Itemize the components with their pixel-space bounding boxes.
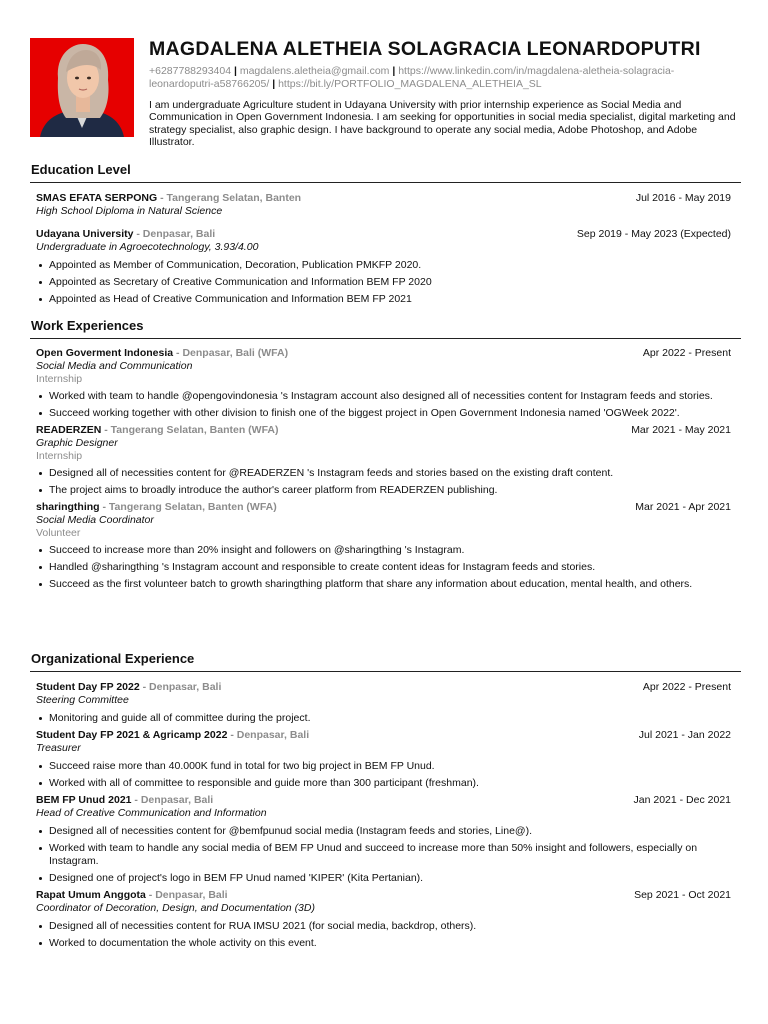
entry-date: Jul 2021 - Jan 2022	[638, 729, 731, 741]
list-item: The project aims to broadly introduce the author's career platform from READERZEN publishing.	[49, 484, 731, 497]
list-item: Succeed working together with other division to finish one of the biggest project in Open Government Indonesia named 'OGWeek 2022'.	[49, 407, 731, 420]
email-link[interactable]: magdalens.aletheia@gmail.com	[239, 65, 390, 77]
section-divider	[30, 338, 741, 339]
entry-location: - Denpasar, Bali	[145, 888, 228, 901]
entry-role: Steering Committee	[36, 694, 129, 706]
contact-separator: |	[392, 65, 396, 77]
entry-bullets	[36, 390, 731, 420]
entry-role: Social Media Coordinator	[36, 514, 154, 526]
entry-organization: sharingthing	[36, 501, 100, 513]
list-item: Appointed as Member of Communication, Decoration, Publication PMKFP 2020.	[49, 259, 731, 272]
entry-type: Internship	[36, 450, 83, 462]
entry-location: - Tangerang Selatan, Banten (WFA)	[99, 501, 277, 513]
candidate-name: MAGDALENA ALETHEIA SOLAGRACIA LEONARDOPUTRI	[149, 38, 701, 60]
entry-organization: READERZEN	[36, 424, 102, 436]
list-item: Handled @sharingthing 's Instagram account and responsible to create content ideas for Instagram feeds and stories.	[49, 561, 731, 574]
list-item: Designed all of necessities content for RUA IMSU 2021 (for social media, backdrop, others).	[49, 920, 731, 933]
contact-separator: |	[233, 65, 237, 77]
section-divider	[30, 182, 741, 183]
work-entry	[36, 424, 731, 497]
linkedin-link[interactable]: https://www.linkedin.com/in/magdalena-aletheia-solagracia-leonardoputri-a58766205/	[149, 65, 675, 90]
entry-location: - Tangerang Selatan, Banten (WFA)	[101, 424, 279, 436]
entry-location: - Denpasar, Bali	[227, 729, 310, 741]
entry-date: Sep 2019 - May 2023 (Expected)	[576, 228, 731, 240]
entry-organization: Rapat Umum Anggota	[36, 888, 146, 901]
entry-organization: Student Day FP 2022	[36, 681, 140, 693]
entry-organization: Student Day FP 2021 & Agricamp 2022	[36, 729, 228, 741]
organization-entry	[36, 681, 731, 725]
entry-organization: Open Goverment Indonesia	[36, 347, 174, 359]
entry-bullets	[36, 760, 731, 790]
entry-date: Mar 2021 - May 2021	[631, 424, 731, 436]
entry-bullets	[36, 825, 731, 884]
work-entry	[36, 347, 731, 420]
entry-role: Graphic Designer	[36, 437, 118, 449]
work-entry	[36, 501, 731, 591]
list-item: Succeed to increase more than 20% insight and followers on @sharingthing 's Instagram.	[49, 544, 731, 557]
profile-summary: I am undergraduate Agriculture student in Udayana University with prior internship experience as Social Media and Communication in Open Government Indonesia. I am seeking for opportunities in social media specialist, digital marketing and strategy specialist, also graphic design. I have background to operate any social media, Adobe Photoshop, and Adobe Illustrator.	[149, 99, 736, 148]
contact-separator: |	[272, 77, 276, 90]
list-item: Designed all of necessities content for @READERZEN 's Instagram feeds and stories based on the existing draft content.	[49, 467, 731, 480]
profile-photo	[30, 38, 134, 137]
organization-entry	[36, 889, 731, 950]
list-item: Succeed as the first volunteer batch to growth sharingthing platform that share any information about education, mental health, and others.	[49, 578, 731, 591]
entry-location: - Tangerang Selatan, Banten	[157, 192, 302, 204]
entry-bullets	[36, 544, 731, 591]
list-item: Succeed raise more than 40.000K fund in total for two big project in BEM FP Unud.	[49, 760, 731, 773]
entry-location: - Denpasar, Bali	[133, 228, 216, 240]
entry-date: Sep 2021 - Oct 2021	[634, 888, 731, 901]
education-entry	[36, 192, 731, 218]
section-title: Work Experiences	[31, 318, 144, 333]
phone-number[interactable]: +6287788293404	[149, 65, 232, 77]
list-item: Worked with team to handle any social media of BEM FP Unud and succeed to increase more than 50% insight and followers, especially on Instagram.	[49, 842, 731, 867]
entry-date: Apr 2022 - Present	[642, 681, 731, 693]
entry-location: - Denpasar, Bali (WFA)	[173, 347, 289, 359]
entry-date: Jan 2021 - Dec 2021	[633, 794, 731, 806]
entry-type: Volunteer	[36, 527, 81, 539]
entry-bullets	[36, 920, 731, 950]
list-item: Monitoring and guide all of committee during the project.	[49, 712, 731, 725]
entry-date: Jul 2016 - May 2019	[635, 192, 731, 204]
work-section	[30, 318, 741, 595]
list-item: Worked with team to handle @opengovindonesia 's Instagram account also designed all of necessities content for Instagram feeds and stories.	[49, 390, 731, 403]
education-entry	[36, 228, 731, 306]
entry-role: Social Media and Communication	[36, 360, 193, 372]
entry-organization: SMAS EFATA SERPONG	[36, 192, 158, 204]
entry-type: Internship	[36, 373, 83, 385]
entry-role: Treasurer	[36, 742, 81, 754]
entry-location: - Denpasar, Bali	[131, 794, 214, 806]
resume-header	[149, 38, 739, 148]
section-title: Education Level	[31, 162, 131, 177]
entry-role: Coordinator of Decoration, Design, and Documentation (3D)	[36, 901, 315, 914]
entry-role: High School Diploma in Natural Science	[36, 205, 223, 217]
organizational-section	[30, 651, 741, 954]
education-section	[30, 162, 741, 310]
list-item: Designed all of necessities content for @bemfpunud social media (Instagram feeds and stories, Line@).	[49, 825, 731, 838]
entry-role: Head of Creative Communication and Information	[36, 807, 267, 819]
entry-date: Apr 2022 - Present	[642, 347, 731, 359]
list-item: Designed one of project's logo in BEM FP Unud named 'KIPER' (Kita Pertanian).	[49, 872, 731, 885]
organization-entry	[36, 729, 731, 790]
section-divider	[30, 671, 741, 672]
entry-bullets	[36, 712, 731, 725]
list-item: Appointed as Head of Creative Communication and Information BEM FP 2021	[49, 293, 731, 306]
entry-date: Mar 2021 - Apr 2021	[635, 501, 731, 513]
entry-organization: Udayana University	[36, 228, 134, 240]
entry-organization: BEM FP Unud 2021	[36, 794, 132, 806]
entry-role: Undergraduate in Agroecotechnology, 3.93/4.00	[36, 241, 259, 253]
section-title: Organizational Experience	[31, 651, 195, 666]
entry-bullets	[36, 467, 731, 497]
list-item: Worked to documentation the whole activity on this event.	[49, 937, 731, 950]
portfolio-link[interactable]: https://bit.ly/PORTFOLIO_MAGDALENA_ALETHEIA_SL	[278, 77, 542, 90]
organization-entry	[36, 794, 731, 884]
list-item: Worked with all of committee to responsible and guide more than 300 participant (freshman).	[49, 777, 731, 790]
entry-location: - Denpasar, Bali	[139, 681, 222, 693]
list-item: Appointed as Secretary of Creative Communication and Information BEM FP 2020	[49, 276, 731, 289]
entry-bullets	[36, 259, 731, 306]
contact-line	[149, 65, 739, 90]
